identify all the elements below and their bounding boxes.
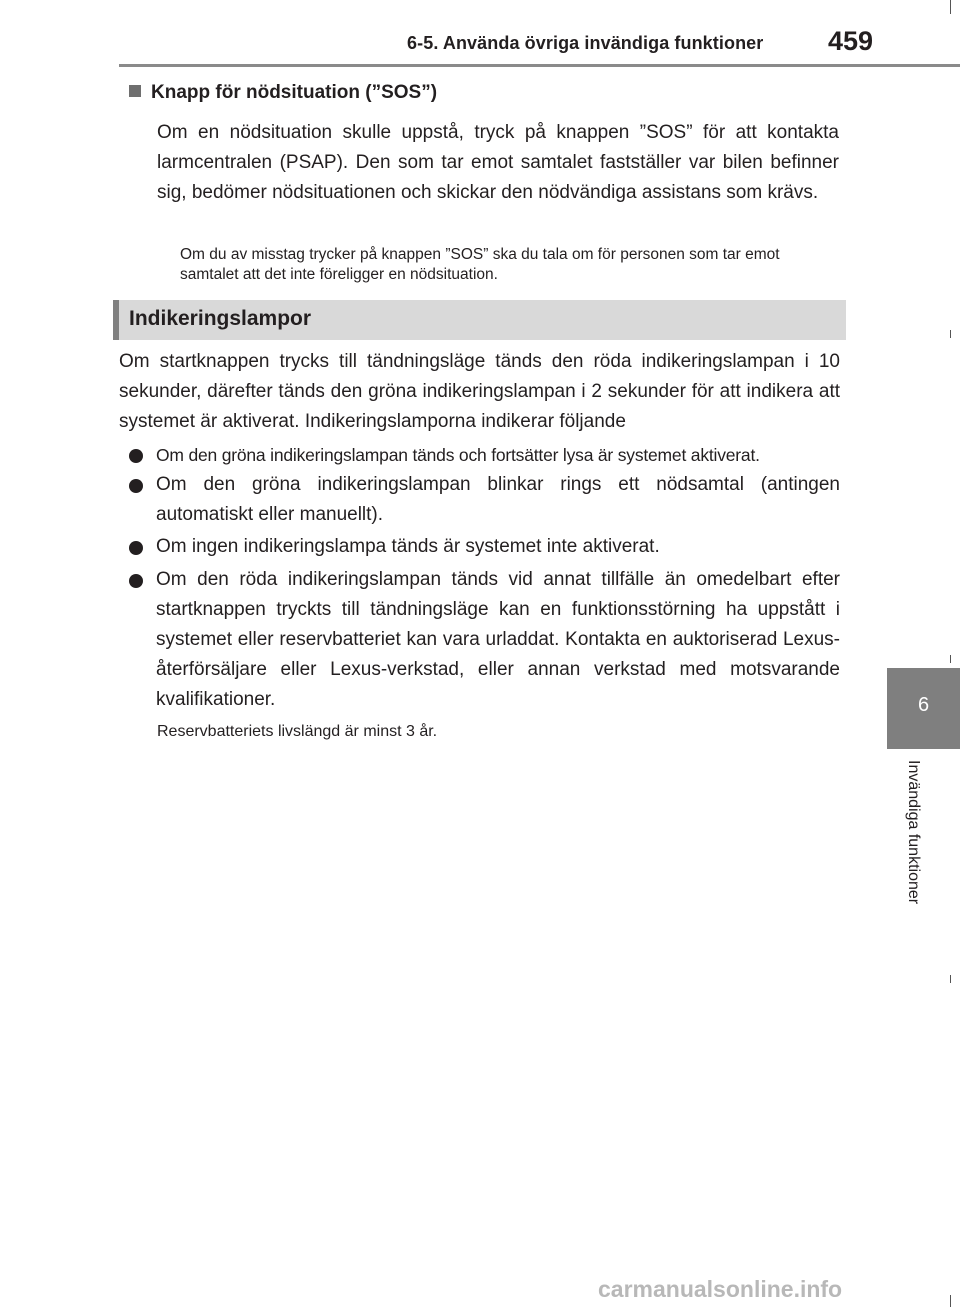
sos-paragraph: Om en nödsituation skulle uppstå, tryck på knappen ”SOS” för att kontakta larmcentralen (PSAP). Den som tar emot samtalet fastställer var bilen befinner sig, bedömer nödsituationen och skickar den nödvändiga assistans som krävs.: [157, 122, 839, 203]
list-item: [129, 440, 840, 470]
bullet-icon: [129, 574, 143, 588]
list-item-text: Om den röda indikeringslampan tänds vid annat tillfälle än omedelbart efter startknappen tryckts till tändningsläge kan en funktionsstörning ha uppstått i systemet eller reservbatteriet kan vara urladdat. Kontakta en auktoriserad Lexus-återförsäljare eller Lexus-verkstad, eller annan verkstad med motsvarande kvalifikationer.: [156, 569, 840, 710]
section-heading: Indikeringslampor: [129, 307, 312, 330]
list-item-text: Om den gröna indikeringslampan tänds och fortsätter lysa är systemet aktiverat.: [156, 445, 760, 465]
bullet-icon: [129, 479, 143, 493]
section-heading-bar: [113, 300, 846, 340]
sos-note: Om du av misstag trycker på knappen ”SOS” ska du tala om för personen som tar emot samtalet att det inte föreligger en nödsituation.: [180, 246, 780, 283]
header-rule: [119, 64, 960, 67]
crop-mark-side-1: [950, 330, 951, 338]
list-item: [129, 532, 840, 562]
bullet-icon: [129, 541, 143, 555]
section-accent: [113, 300, 119, 340]
watermark: carmanualsonline.info: [598, 1276, 843, 1302]
list-item-text: Om den gröna indikeringslampan blinkar rings ett nödsamtal (antingen automatiskt eller manuellt).: [156, 474, 840, 525]
crop-mark-top: [950, 0, 951, 14]
indicator-note: Reservbatteriets livslängd är minst 3 år.: [157, 723, 438, 740]
indicator-intro: Om startknappen trycks till tändningsläge tänds den röda indikeringslampan i 10 sekunder, därefter tänds den gröna indikeringslampan i 2 sekunder för att indikera att systemet är aktiverat. Indikeringslamporna indikerar följande: [119, 351, 840, 432]
header-section-title: 6-5. Använda övriga invändiga funktioner: [407, 33, 764, 53]
sos-heading: [129, 82, 437, 104]
list-item: [129, 565, 840, 715]
list-item: [129, 470, 840, 530]
crop-mark-bottom: [950, 1295, 951, 1307]
list-item-text: Om ingen indikeringslampa tänds är systemet inte aktiverat.: [156, 536, 660, 557]
crop-mark-side-3: [950, 975, 951, 983]
square-bullet-icon: [129, 85, 141, 97]
page-number: 459: [828, 26, 874, 56]
crop-mark-side-2: [950, 655, 951, 663]
sos-heading-text: Knapp för nödsituation (”SOS”): [151, 82, 438, 103]
bullet-icon: [129, 449, 143, 463]
chapter-number: 6: [917, 694, 930, 716]
chapter-tab: [887, 668, 960, 749]
chapter-label: Invändiga funktioner: [905, 760, 922, 905]
